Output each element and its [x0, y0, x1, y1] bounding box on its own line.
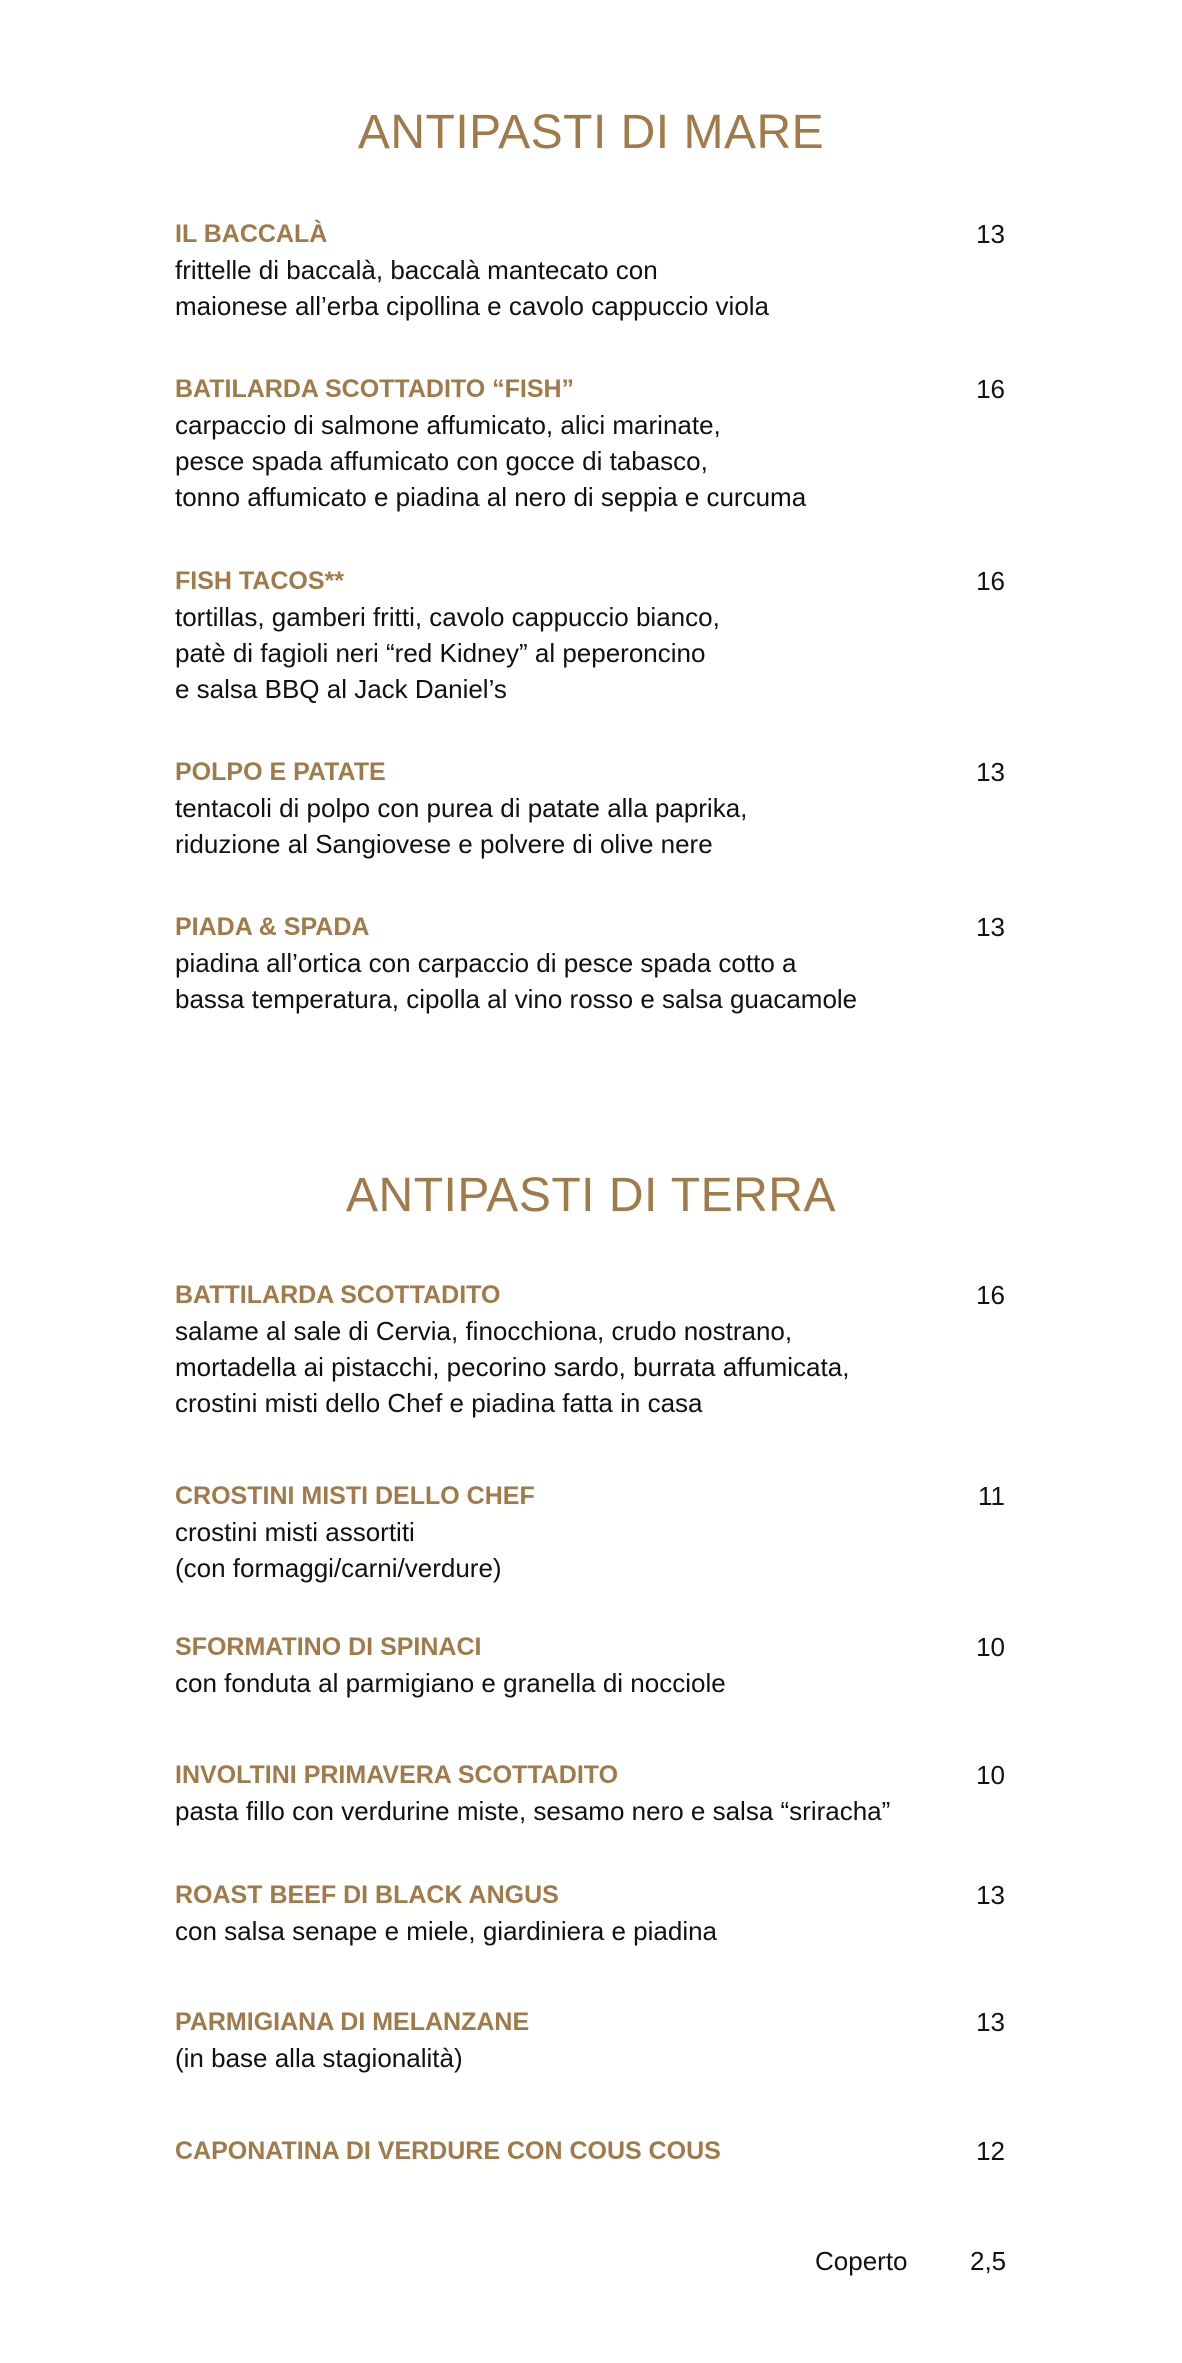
menu-item: [175, 1877, 1005, 1949]
item-price: 16: [976, 374, 1005, 404]
item-name: CAPONATINA DI VERDURE CON COUS COUS: [175, 2137, 721, 2165]
item-description: (in base alla stagionalità): [175, 2043, 463, 2073]
menu-item: [175, 563, 1005, 707]
item-description: con fonduta al parmigiano e granella di nocciole: [175, 1668, 726, 1698]
menu-item: [175, 371, 1005, 515]
item-description: crostini misti assortiti (con formaggi/carni/verdure): [175, 1517, 502, 1583]
item-name: CROSTINI MISTI DELLO CHEF: [175, 1482, 535, 1510]
menu-item: [175, 2133, 1005, 2169]
item-price: 16: [976, 566, 1005, 596]
item-name: FISH TACOS**: [175, 567, 344, 595]
item-price: 10: [976, 1632, 1005, 1662]
item-price: 13: [976, 1880, 1005, 1910]
item-name: PIADA & SPADA: [175, 913, 370, 941]
menu-item: [175, 2004, 1005, 2076]
item-description: frittelle di baccalà, baccalà mantecato con maionese all’erba cipollina e cavolo cappuccio viola: [175, 255, 770, 321]
item-name: INVOLTINI PRIMAVERA SCOTTADITO: [175, 1761, 619, 1789]
item-description: carpaccio di salmone affumicato, alici marinate, pesce spada affumicato con gocce di tabasco, tonno affumicato e piadina al nero di seppia e curcuma: [175, 410, 807, 512]
item-description: tortillas, gamberi fritti, cavolo cappuccio bianco, patè di fagioli neri “red Kidney” al peperoncino e salsa BBQ al Jack Daniel’s: [175, 602, 720, 704]
section-title-mare: ANTIPASTI DI MARE: [357, 106, 825, 159]
coperto-label: Coperto: [815, 2246, 908, 2276]
item-price: 13: [976, 219, 1005, 249]
menu-item: [175, 754, 1005, 862]
item-price: 13: [976, 757, 1005, 787]
item-name: PARMIGIANA DI MELANZANE: [175, 2008, 530, 2036]
menu-item: [175, 1629, 1005, 1701]
item-price: 10: [976, 1760, 1005, 1790]
item-name: POLPO E PATATE: [175, 758, 386, 786]
item-name: BATILARDA SCOTTADITO “FISH”: [175, 375, 575, 403]
item-name: ROAST BEEF DI BLACK ANGUS: [175, 1881, 559, 1909]
menu-item: [175, 216, 1005, 324]
item-description: salame al sale di Cervia, finocchiona, crudo nostrano, mortadella ai pistacchi, pecorino sardo, burrata affumicata, crostini misti dello Chef e piadina fatta in casa: [175, 1316, 850, 1418]
item-name: IL BACCALÀ: [175, 220, 328, 248]
item-price: 12: [976, 2136, 1005, 2166]
item-name: SFORMATINO DI SPINACI: [175, 1633, 482, 1661]
coperto-price: 2,5: [970, 2246, 1007, 2276]
section-title-terra: ANTIPASTI DI TERRA: [346, 1169, 836, 1222]
item-price: 13: [976, 2007, 1005, 2037]
menu-item: [175, 1478, 1005, 1586]
item-price: 16: [976, 1280, 1005, 1310]
menu-item: [175, 1757, 1005, 1829]
item-price: 13: [976, 912, 1005, 942]
item-price: 11: [978, 1481, 1005, 1511]
item-description: con salsa senape e miele, giardiniera e piadina: [175, 1916, 718, 1946]
item-description: piadina all’ortica con carpaccio di pesce spada cotto a bassa temperatura, cipolla al vino rosso e salsa guacamole: [175, 948, 858, 1014]
item-description: tentacoli di polpo con purea di patate alla paprika, riduzione al Sangiovese e polvere di olive nere: [175, 793, 748, 859]
item-name: BATTILARDA SCOTTADITO: [175, 1281, 501, 1309]
menu-item: [175, 1277, 1005, 1421]
menu-item: [175, 909, 1005, 1017]
item-description: pasta fillo con verdurine miste, sesamo nero e salsa “sriracha”: [175, 1796, 891, 1826]
